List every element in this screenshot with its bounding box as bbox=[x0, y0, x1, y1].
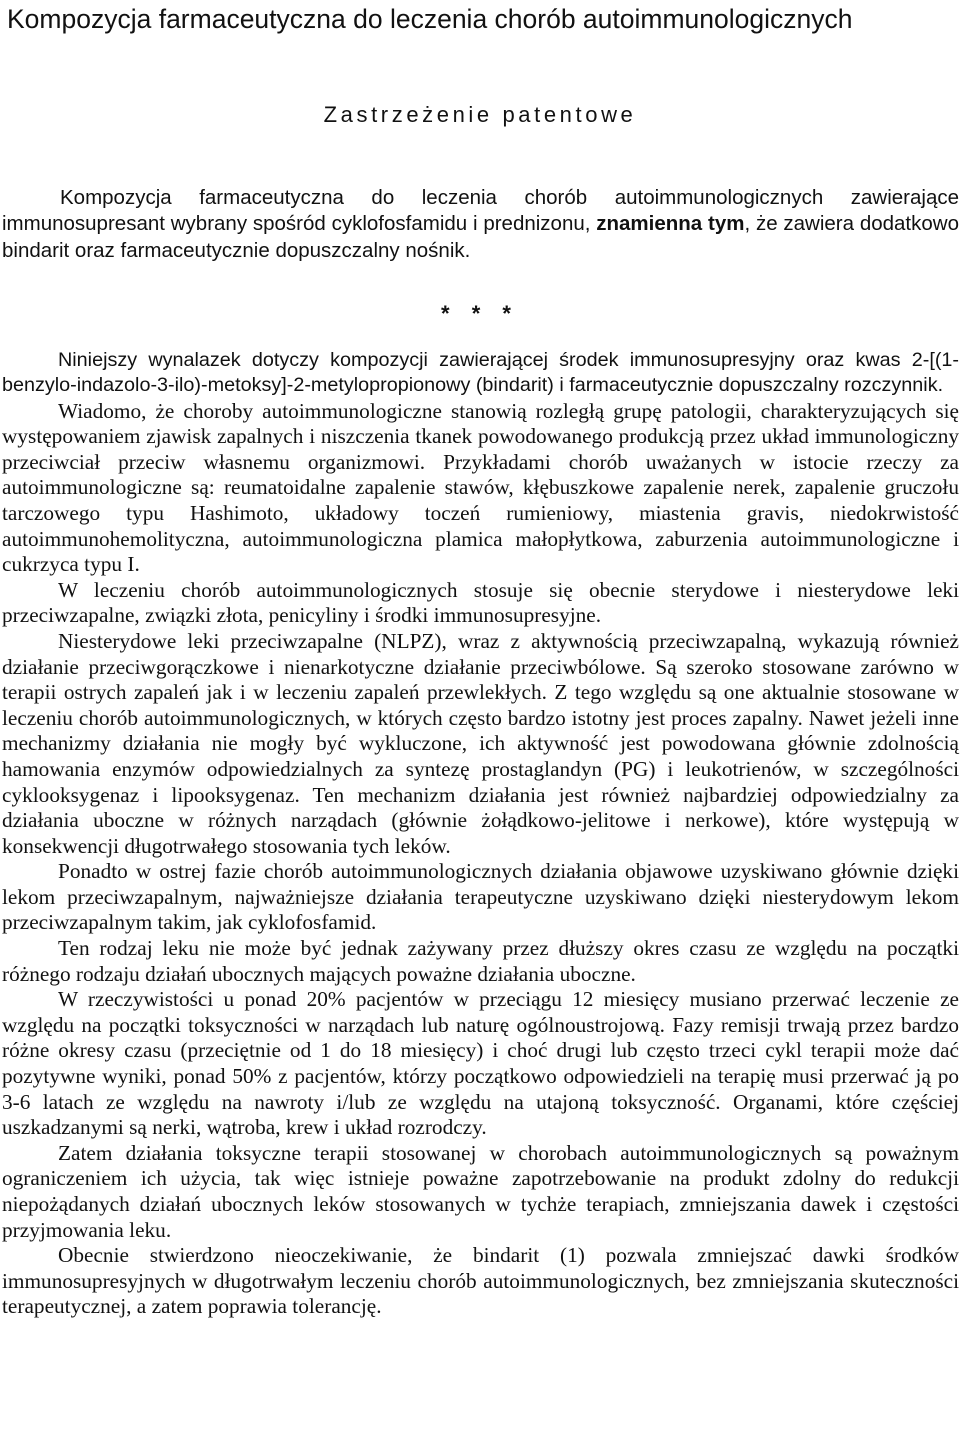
paragraph: Ten rodzaj leku nie może być jednak zażywany przez dłuższy okres czasu ze względu na początki różnego rodzaju działań ubocznych mających poważne działania uboczne. bbox=[2, 936, 959, 986]
paragraph: Ponadto w ostrej fazie chorób autoimmunologicznych działania objawowe uzyskiwano głównie dzięki lekom przeciwzapalnym, najważniejsze działania terapeutyczne uzyskiwano dzięki niesterydowym lekom przeciwzapalnym takim, jak cyklofosfamid. bbox=[2, 859, 959, 935]
paragraph: W leczeniu chorób autoimmunologicznych stosuje się obecnie sterydowe i niesterydowe leki przeciwzapalne, związki złota, penicyliny i środki immunosupresyjne. bbox=[2, 577, 959, 628]
paragraph: Obecnie stwierdzono nieoczekiwanie, że bindarit (1) pozwala zmniejszać dawki środków immunosupresyjnych w długotrwałym leczeniu chorób autoimmunologicznych, bez zmniejszania skuteczności terapeutycznej, a zatem poprawia tolerancję. bbox=[2, 1243, 959, 1319]
description-body bbox=[2, 348, 959, 1320]
claims-heading: Zastrzeżenie patentowe bbox=[323, 102, 637, 127]
claim-bold-phrase: znamienna tym bbox=[596, 212, 745, 235]
claim-text-before: Kompozycja farmaceutyczna do leczenia chorób autoimmunologicznych zawierające immunosupresant wybrany spośród cyklofosfamidu i prednizonu, bbox=[2, 185, 959, 235]
claim-text-after: , że zawiera dodatkowo bindarit oraz farmaceutycznie dopuszczalny nośnik. bbox=[2, 212, 959, 262]
paragraph-intro: Niniejszy wynalazek dotyczy kompozycji zawierającej środek immunosupresyjny oraz kwas 2-[(1-benzylo-indazolo-3-ilo)-metoksy]-2-metylopropionowy (bindarit) i farmaceutycznie dopuszczalny rozczynnik. bbox=[2, 349, 959, 397]
section-separator: * * * bbox=[441, 301, 519, 326]
document-title: Kompozycja farmaceutyczna do leczenia chorób autoimmunologicznych bbox=[7, 4, 853, 34]
patent-claim bbox=[2, 185, 959, 265]
paragraph: Niesterydowe leki przeciwzapalne (NLPZ), wraz z aktywnością przeciwzapalną, wykazują również działanie przeciwgorączkowe i nienarkotyczne działanie przeciwbólowe. Są szeroko stosowane zarówno w terapii ostrych zapaleń jak i w leczeniu zapaleń przewlekłych. Z tego względu są one aktualnie stosowane w leczeniu chorób autoimmunologicznych, w których często bardzo istotny jest proces zapalny. Nawet jeżeli inne mechanizmy działania nie mogły być wykluczone, ich aktywność jest powodowana głównie zdolnością hamowania enzymów odpowiedzialnych za syntezę prostaglandyn (PG) i leukotrienów, w szczególności cyklooksygenaz i lipooksygenaz. Ten mechanizm działania jest również najbardziej odpowiedzialny za działania uboczne w różnych narządach (głównie żołądkowo-jelitowe i nerkowe), które występują w konsekwencji długotrwałego stosowania tych leków. bbox=[2, 628, 959, 858]
paragraph: W rzeczywistości u ponad 20% pacjentów w przeciągu 12 miesięcy musiano przerwać leczenie ze względu na początki toksyczności w narządach lub naturę ogólnoustrojową. Fazy remisji trwają przez bardzo różne okresy czasu (przeciętnie od 1 do 18 miesięcy) i choć drugi lub często trzeci cykl terapii może dać pozytywne wyniki, ponad 50% z pacjentów, którzy początkowo odpowiedzieli na terapię musi przerwać ją po 3-6 latach ze względu na nawroty i/lub ze względu na utajoną toksyczność. Organami, które częściej uszkadzanymi są nerki, wątroba, krew i układ rozrodczy. bbox=[2, 987, 959, 1140]
paragraph: Wiadomo, że choroby autoimmunologiczne stanowią rozległą grupę patologii, charakteryzujących się występowaniem zjawisk zapalnych i niszczenia tkanek powodowanego produkcją przez układ immunologiczny przeciwciał przeciw własnemu organizmowi. Przykładami chorób uważanych w istocie rzeczy za autoimmunologiczne są: reumatoidalne zapalenie stawów, kłębuszkowe zapalenie nerek, zapalenie gruczołu tarczowego typu Hashimoto, układowy toczeń rumieniowy, miastenia gravis, niedokrwistość autoimmunohemolityczna, autoimmunologiczna plamica małopłytkowa, zaburzenia autoimmunologiczne i cukrzyca typu I. bbox=[2, 398, 959, 577]
paragraph: Zatem działania toksyczne terapii stosowanej w chorobach autoimmunologicznych są poważnym ograniczeniem ich użycia, tak więc istnieje poważne zapotrzebowanie na produkt zdolny do redukcji niepożądanych działań ubocznych leków stosowanych w tychże terapiach, zmniejszania dawek i częstości przyjmowania leku. bbox=[2, 1140, 959, 1242]
